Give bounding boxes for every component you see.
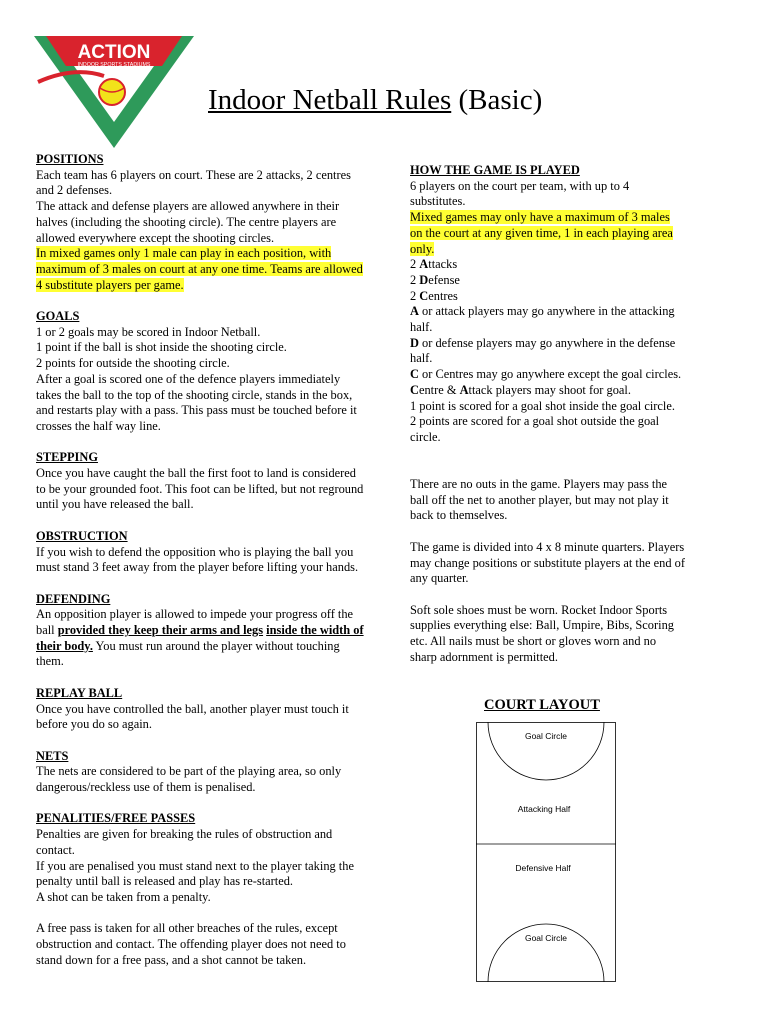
label-attacking-half: Attacking Half xyxy=(517,804,571,814)
defending-bold-2: inside the width of their body. xyxy=(36,623,364,653)
shoes-text: Soft sole shoes must be worn. Rocket Indoor Sports supplies everything else: Ball, Umpire, Bibs, Scoring etc. All nails must be short or gloves worn and no sharp adornment is permitted. xyxy=(410,602,674,664)
section-defending xyxy=(36,592,366,671)
logo-tagline: INDOOR SPORTS STADIUMS xyxy=(77,62,151,68)
section-how-played xyxy=(410,163,685,446)
stepping-text: Once you have caught the ball the first foot to land is considered to be your grounded foot. This foot can be lifted, but not reground until you have released the ball. xyxy=(36,466,364,512)
goals-heading: GOALS xyxy=(36,309,80,324)
positions-highlight: In mixed games only 1 male can play in each position, with maximum of 3 males on court at any one time. Teams are allowed 4 substitute players per game. xyxy=(36,246,363,292)
positions-text-1: Each team has 6 players on court. These are 2 attacks, 2 centres and 2 defenses. xyxy=(36,167,351,198)
defending-text xyxy=(36,607,366,670)
section-stepping xyxy=(36,450,366,513)
how-highlight: Mixed games may only have a maximum of 3 males on the court at any given time, 1 in each playing area only. xyxy=(410,210,673,256)
defending-text-pre: An opposition player is allowed to impede your progress off the ball xyxy=(36,607,354,638)
obstruction-text: If you wish to defend the opposition who is playing the ball you must stand 3 feet away from the player before lifting your hands. xyxy=(36,544,359,575)
penalties-text-4: A free pass is taken for all other breaches of the rules, except obstruction and contact. The offending player does not need to stand down for a free pass, and a shot cannot be taken. xyxy=(36,921,346,967)
positions-text-2: The attack and defense players are allowed anywhere in their halves (including the shooting circle). The centre players are allowed everywhere except the shooting circles. xyxy=(36,199,340,245)
defending-heading: DEFENDING xyxy=(36,591,111,606)
penalties-text-1: Penalties are given for breaking the rules of obstruction and contact. xyxy=(36,827,333,857)
how-text-1: 6 players on the court per team, with up to 4 substitutes. xyxy=(410,178,630,209)
penalties-text-3: A shot can be taken from a penalty. xyxy=(36,889,211,904)
label-goal-circle-bottom: Goal Circle xyxy=(524,933,568,943)
goals-text-1: 1 or 2 goals may be scored in Indoor Netball. xyxy=(36,324,261,339)
nets-text: The nets are considered to be part of the playing area, so only dangerous/reckless use of them is penalised. xyxy=(36,764,342,795)
how-attack-para: A or attack players may go anywhere in the attacking half. xyxy=(410,304,675,335)
defending-text-post: You must run around the player without touching them. xyxy=(36,638,340,669)
section-goals xyxy=(36,309,366,435)
replay-text: Once you have controlled the ball, another player must touch it before you do so again. xyxy=(36,701,349,732)
stepping-heading: STEPPING xyxy=(36,450,98,465)
how-defense-para: D or defense players may go anywhere in the defense half. xyxy=(410,335,676,366)
how-attacks: 2 Attacks xyxy=(410,257,458,272)
how-defense: 2 Defense xyxy=(410,272,460,287)
section-replay-ball xyxy=(36,686,366,733)
how-centre-para: C or Centres may go anywhere except the goal circles. xyxy=(410,367,682,382)
goals-text-2: 1 point if the ball is shot inside the shooting circle. xyxy=(36,340,287,355)
how-centres: 2 Centres xyxy=(410,288,458,303)
replay-heading: REPLAY BALL xyxy=(36,685,123,700)
penalties-text-2: If you are penalised you must stand next to the player taking the penalty until ball is released and play has re-started. xyxy=(36,858,354,889)
title-suffix: (Basic) xyxy=(451,84,543,116)
goals-text-3: 2 points for outside the shooting circle. xyxy=(36,356,230,371)
how-point-2: 2 points are scored for a goal shot outside the goal circle. xyxy=(410,414,660,444)
how-heading: HOW THE GAME IS PLAYED xyxy=(410,163,580,177)
right-column xyxy=(410,163,685,681)
logo-brand: ACTION xyxy=(77,42,151,63)
defending-bold-1: provided they keep their arms and legs xyxy=(57,623,264,638)
page-title xyxy=(208,82,542,118)
section-obstruction xyxy=(36,529,366,576)
left-column xyxy=(36,152,366,984)
quarters-text: The game is divided into 4 x 8 minute quarters. Players may change positions or substitute players at the end of any quarter. xyxy=(410,539,685,586)
outs-text: There are no outs in the game. Players may pass the ball off the net to another player, but may not play it back to themselves. xyxy=(410,477,669,523)
court-layout-heading: COURT LAYOUT xyxy=(484,697,600,713)
goals-text-4: After a goal is scored one of the defence players immediately takes the ball to the top of the shooting circle, stands in the box, and restarts play with a pass. This pass must be touched before it crosses the half way line. xyxy=(36,371,357,433)
obstruction-heading: OBSTRUCTION xyxy=(36,528,128,543)
penalties-heading: PENALITIES/FREE PASSES xyxy=(36,811,196,826)
positions-heading: POSITIONS xyxy=(36,152,104,166)
section-penalties xyxy=(36,811,366,968)
action-indoor-sports-logo xyxy=(34,36,194,148)
how-shoot-para: Centre & Attack players may shoot for goal. xyxy=(410,382,631,397)
label-goal-circle-top: Goal Circle xyxy=(524,731,568,741)
section-nets xyxy=(36,749,366,796)
title-main: Indoor Netball Rules xyxy=(208,84,452,116)
section-positions xyxy=(36,152,366,293)
court-diagram xyxy=(476,722,616,982)
nets-heading: NETS xyxy=(36,748,69,763)
how-point-1: 1 point is scored for a goal shot inside the goal circle. xyxy=(410,398,675,413)
label-defensive-half: Defensive Half xyxy=(515,863,571,873)
